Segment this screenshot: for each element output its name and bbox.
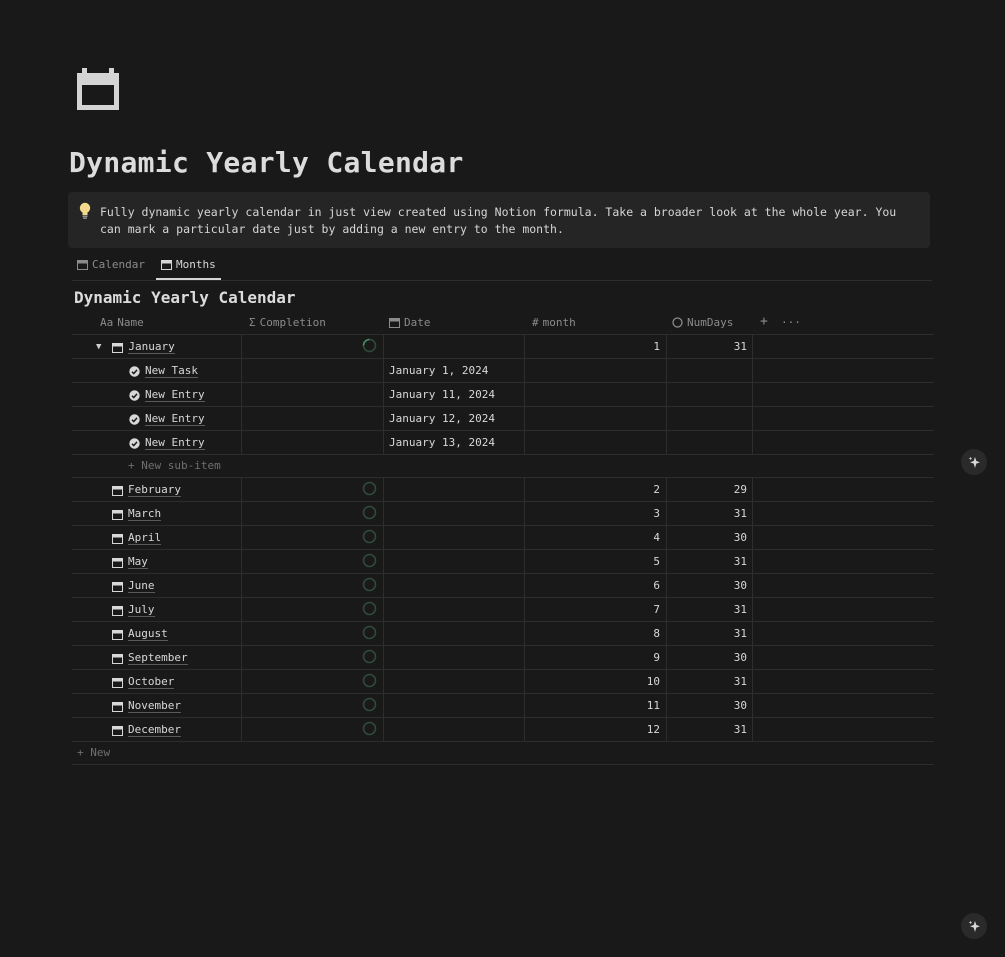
month-name: November (128, 699, 181, 712)
numdays-value: 30 (733, 651, 747, 664)
table-row[interactable] (72, 526, 934, 550)
numdays-value: 31 (733, 507, 747, 520)
callout (68, 192, 930, 248)
check-circle-icon (129, 438, 140, 449)
completion-ring (362, 697, 377, 712)
name-cell[interactable] (112, 579, 155, 593)
table-row[interactable] (72, 502, 934, 526)
column-header-numdays[interactable]: NumDays (672, 316, 733, 329)
calendar-icon (112, 533, 123, 544)
calendar-icon (112, 509, 123, 520)
status-icon (672, 317, 683, 328)
table-row[interactable] (72, 598, 934, 622)
month-number: 11 (646, 699, 660, 712)
tab-months[interactable] (156, 258, 221, 280)
sub-item-name: New Entry (145, 412, 205, 425)
calendar-icon (112, 342, 123, 353)
table-row[interactable] (72, 622, 934, 646)
page-title: Dynamic Yearly Calendar (69, 146, 464, 179)
calendar-icon (112, 677, 123, 688)
name-cell[interactable] (112, 603, 155, 617)
column-header-date[interactable]: Date (389, 316, 431, 329)
month-number: 4 (653, 531, 660, 544)
name-cell[interactable] (112, 531, 161, 545)
month-number: 2 (653, 483, 660, 496)
numdays-value: 31 (733, 723, 747, 736)
calendar-icon (112, 557, 123, 568)
name-cell[interactable] (96, 340, 175, 354)
completion-ring (362, 673, 377, 688)
column-header-name[interactable]: Aa Name (100, 316, 144, 329)
calendar-icon (161, 259, 172, 270)
table-row[interactable] (72, 574, 934, 598)
sub-item-name: New Entry (145, 388, 205, 401)
numdays-value: 31 (733, 603, 747, 616)
month-name: January (128, 340, 175, 353)
completion-ring (362, 553, 377, 568)
month-name: February (128, 483, 181, 496)
completion-ring (362, 529, 377, 544)
month-number: 1 (653, 340, 660, 353)
name-cell[interactable] (112, 627, 168, 641)
calendar-icon (112, 581, 123, 592)
calendar-icon (77, 259, 88, 270)
sparkle-icon (968, 920, 981, 933)
completion-ring (362, 338, 377, 353)
sub-item-name: New Task (145, 364, 198, 377)
table-row[interactable] (72, 718, 934, 742)
month-number: 9 (653, 651, 660, 664)
sparkle-icon (968, 456, 981, 469)
calendar-icon (112, 701, 123, 712)
date-value: January 12, 2024 (389, 412, 495, 425)
table-row[interactable] (72, 550, 934, 574)
new-row-button[interactable]: + New (72, 742, 934, 765)
numdays-value: 31 (733, 675, 747, 688)
name-cell[interactable] (112, 483, 181, 497)
name-cell[interactable] (129, 412, 205, 426)
completion-ring (362, 625, 377, 640)
sub-item-name: New Entry (145, 436, 205, 449)
sub-item-row[interactable] (72, 407, 934, 431)
number-icon: # (532, 316, 539, 329)
name-cell[interactable] (112, 507, 161, 521)
month-number: 10 (646, 675, 660, 688)
table-row[interactable] (72, 670, 934, 694)
numdays-value: 29 (733, 483, 747, 496)
check-circle-icon (129, 414, 140, 425)
view-title: Dynamic Yearly Calendar (74, 288, 296, 307)
add-property-button[interactable]: + (760, 314, 768, 329)
calendar-icon (74, 66, 122, 112)
table-row[interactable] (72, 335, 934, 359)
numdays-value: 31 (733, 555, 747, 568)
numdays-value: 30 (733, 531, 747, 544)
month-number: 3 (653, 507, 660, 520)
column-header-completion[interactable]: Σ Completion (249, 316, 326, 329)
completion-ring (362, 481, 377, 496)
month-name: June (128, 579, 155, 592)
table-row[interactable] (72, 646, 934, 670)
date-value: January 13, 2024 (389, 436, 495, 449)
check-circle-icon (129, 390, 140, 401)
month-number: 6 (653, 579, 660, 592)
month-name: July (128, 603, 155, 616)
plus-icon: + (77, 746, 91, 759)
sub-item-row[interactable] (72, 431, 934, 455)
new-sub-item-button[interactable]: + New sub-item (72, 455, 934, 478)
date-value: January 11, 2024 (389, 388, 495, 401)
name-cell[interactable] (129, 388, 205, 402)
month-number: 12 (646, 723, 660, 736)
ai-sparkle-button[interactable] (961, 449, 987, 475)
numdays-value: 30 (733, 579, 747, 592)
month-number: 7 (653, 603, 660, 616)
completion-ring (362, 601, 377, 616)
name-cell[interactable] (112, 675, 174, 689)
table-header (72, 310, 934, 335)
more-options-button[interactable]: ··· (781, 316, 801, 329)
month-number: 8 (653, 627, 660, 640)
name-cell[interactable] (129, 436, 205, 450)
calendar-icon (112, 485, 123, 496)
text-property-icon: Aa (100, 316, 114, 329)
tab-label: Calendar (92, 258, 145, 271)
name-cell[interactable] (112, 699, 181, 713)
completion-ring (362, 721, 377, 736)
date-value: January 1, 2024 (389, 364, 489, 377)
month-name: March (128, 507, 162, 520)
month-name: May (128, 555, 148, 568)
table-row[interactable] (72, 694, 934, 718)
month-name: April (128, 531, 162, 544)
calendar-icon (112, 629, 123, 640)
lightbulb-icon (78, 202, 92, 220)
numdays-value: 30 (733, 699, 747, 712)
calendar-icon (112, 653, 123, 664)
check-circle-icon (129, 366, 140, 377)
completion-ring (362, 577, 377, 592)
sub-item-row[interactable] (72, 383, 934, 407)
name-cell[interactable] (129, 364, 198, 378)
month-name: December (128, 723, 181, 736)
tab-calendar[interactable] (77, 258, 145, 280)
month-name: September (128, 651, 188, 664)
calendar-icon (389, 317, 400, 328)
table-row[interactable] (72, 478, 934, 502)
view-tabs (72, 252, 932, 281)
column-header-month[interactable]: # month (532, 316, 576, 329)
tab-label: Months (176, 258, 216, 271)
callout-text: Fully dynamic yearly calendar in just view created using Notion formula. Take a broader look at the whole year. You can mark a particular date just by adding a new entry to the month. (100, 205, 897, 236)
name-cell[interactable] (112, 651, 188, 665)
plus-icon: + (128, 459, 142, 472)
month-number: 5 (653, 555, 660, 568)
months-table (72, 310, 934, 765)
month-name: August (128, 627, 168, 640)
name-cell[interactable] (112, 723, 181, 737)
month-name: October (128, 675, 175, 688)
sub-item-row[interactable] (72, 359, 934, 383)
toggle-expanded-icon[interactable]: ▼ (96, 342, 102, 352)
calendar-icon (112, 605, 123, 616)
formula-icon: Σ (249, 316, 256, 329)
calendar-icon (112, 725, 123, 736)
name-cell[interactable] (112, 555, 148, 569)
numdays-value: 31 (733, 627, 747, 640)
ai-sparkle-button[interactable] (961, 913, 987, 939)
numdays-value: 31 (733, 340, 747, 353)
completion-ring (362, 505, 377, 520)
completion-ring (362, 649, 377, 664)
